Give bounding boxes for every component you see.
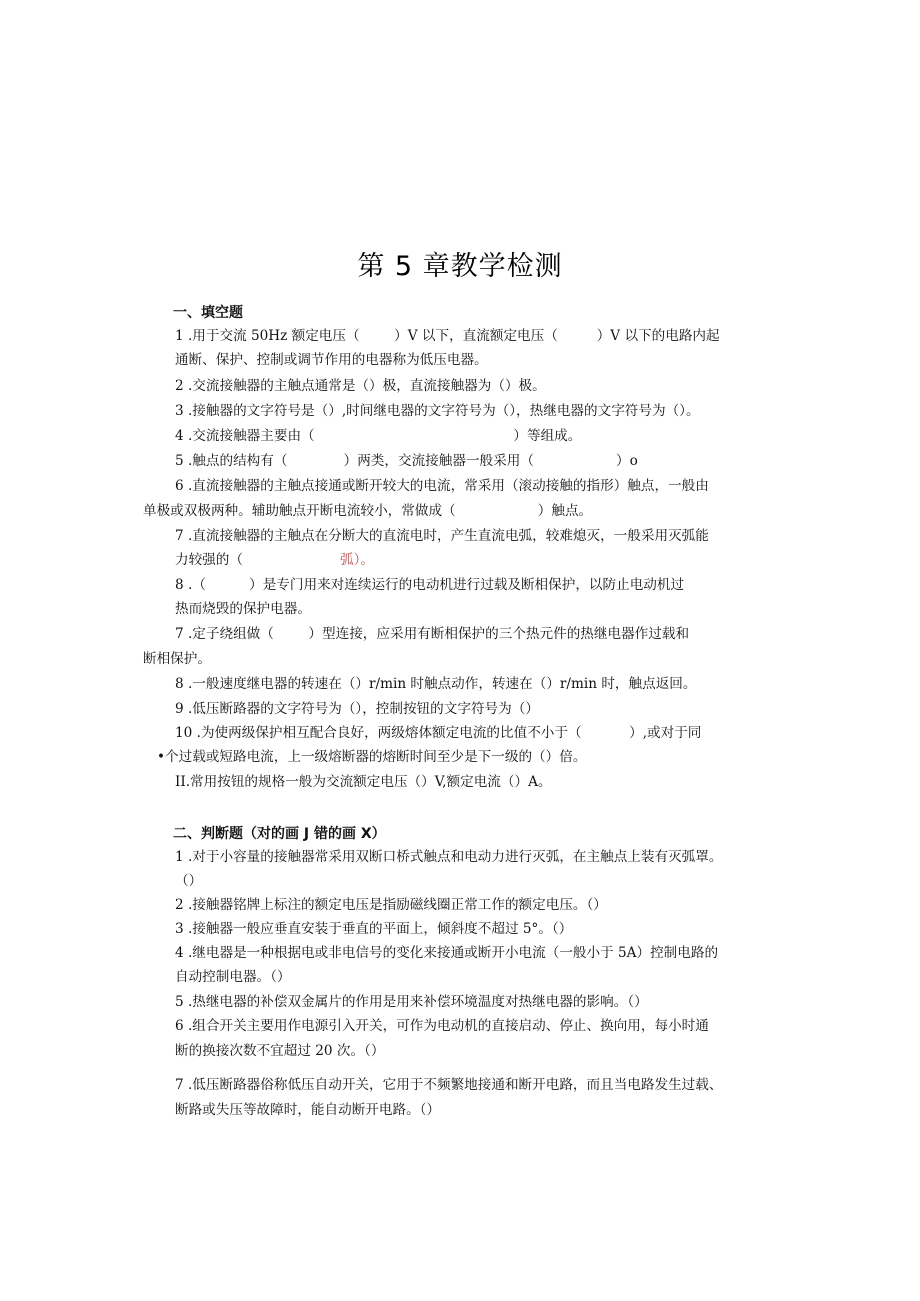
- q5-line: 5 .触点的结构有（ ）两类，交流接触器一般采用（ ）o: [175, 453, 638, 469]
- q9-line: 9 .低压断路器的文字符号为（），控制按钮的文字符号为（）: [175, 701, 539, 717]
- q8b-line: 8 .一般速度继电器的转速在（）r/min 时触点动作，转速在（）r/min 时，触点返回。: [175, 676, 697, 692]
- tf7-line-1: 7 .低压断路器俗称低压自动开关，它用于不频繁地接通和断开电路，而且当电路发生过载、: [175, 1077, 723, 1093]
- tf6-line-2: 断的换接次数不宜超过 20 次。（）: [175, 1043, 385, 1059]
- tf5-line: 5 .热继电器的补偿双金属片的作用是用来补偿环境温度对热继电器的影响。（）: [175, 994, 648, 1010]
- q10-line-1: 10 .为使两级保护相互配合良好，两级熔体额定电流的比值不小于（ ）,或对于同: [175, 725, 702, 741]
- tf3-line: 3 .接触器一般应垂直安装于垂直的平面上，倾斜度不超过 5°。（）: [175, 921, 573, 937]
- q7-line-1: 7 .直流接触器的主触点在分断大的直流电时，产生直流电弧，较难熄灭，一般采用灭弧能: [175, 528, 709, 544]
- tf6-line-1: 6 .组合开关主要用作电源引入开关，可作为电动机的直接启动、停止、换向用，每小时通: [175, 1018, 709, 1034]
- q10-line-2: •个过载或短路电流，上一级熔断器的熔断时间至少是下一级的（）倍。: [157, 749, 587, 765]
- q2-line: 2 .交流接触器的主触点通常是（）极，直流接触器为（）极。: [175, 378, 546, 394]
- q7-line-2b: 弧）。: [340, 552, 374, 568]
- true-false-heading: 二、判断题（对的画 J 错的画 X）: [173, 826, 386, 842]
- tf7-line-2: 断路或失压等故障时，能自动断开电路。（）: [175, 1102, 441, 1118]
- q7b-line-2: 断相保护。: [143, 651, 211, 667]
- page-title: 第 5 章教学检测: [357, 251, 563, 282]
- q8-line-1: 8 .（ ）是专门用来对连续运行的电动机进行过载及断相保护，以防止电动机过: [175, 577, 685, 593]
- q7-line-2a: 力较强的（: [175, 552, 243, 568]
- q7b-line-1: 7 .定子绕组做（ ）型连接，应采用有断相保护的三个热元件的热继电器作过载和: [175, 626, 690, 642]
- q8-line-2: 热而烧毁的保护电器。: [175, 601, 311, 617]
- q1-line-1: 1 .用于交流 50Hz 额定电压（ ）V 以下，直流额定电压（ ）V 以下的电路内起: [175, 328, 720, 344]
- q6-line-1: 6 .直流接触器的主触点接通或断开较大的电流，常采用（滚动接触的指形）触点，一般由: [175, 478, 709, 494]
- tf1-line-1: 1 .对于小容量的接触器常采用双断口桥式触点和电动力进行灭弧，在主触点上装有灭弧罩。: [175, 849, 723, 865]
- q3-line: 3 .接触器的文字符号是（）,时间继电器的文字符号为（），热继电器的文字符号为（）。: [175, 403, 700, 419]
- tf2-line: 2 .接触器铭牌上标注的额定电压是指励磁线圈正常工作的额定电压。（）: [175, 897, 607, 913]
- q11-line: II.常用按钮的规格一般为交流额定电压（）V,额定电流（）A。: [175, 774, 552, 790]
- q4-line: 4 .交流接触器主要由（ ）等组成。: [175, 428, 582, 444]
- tf4-line-2: 自动控制电器。（）: [175, 969, 291, 985]
- q1-line-2: 通断、保护、控制或调节作用的电器称为低压电器。: [175, 352, 488, 368]
- tf4-line-1: 4 .继电器是一种根据电或非电信号的变化来接通或断开小电流（一般小于 5A）控制电路的: [175, 945, 719, 961]
- fill-in-heading: 一、填空题: [173, 305, 243, 321]
- q6-line-2: 单极或双极两种。辅助触点开断电流较小，常做成（ ）触点。: [143, 503, 593, 519]
- tf1-line-2: （）: [175, 873, 203, 889]
